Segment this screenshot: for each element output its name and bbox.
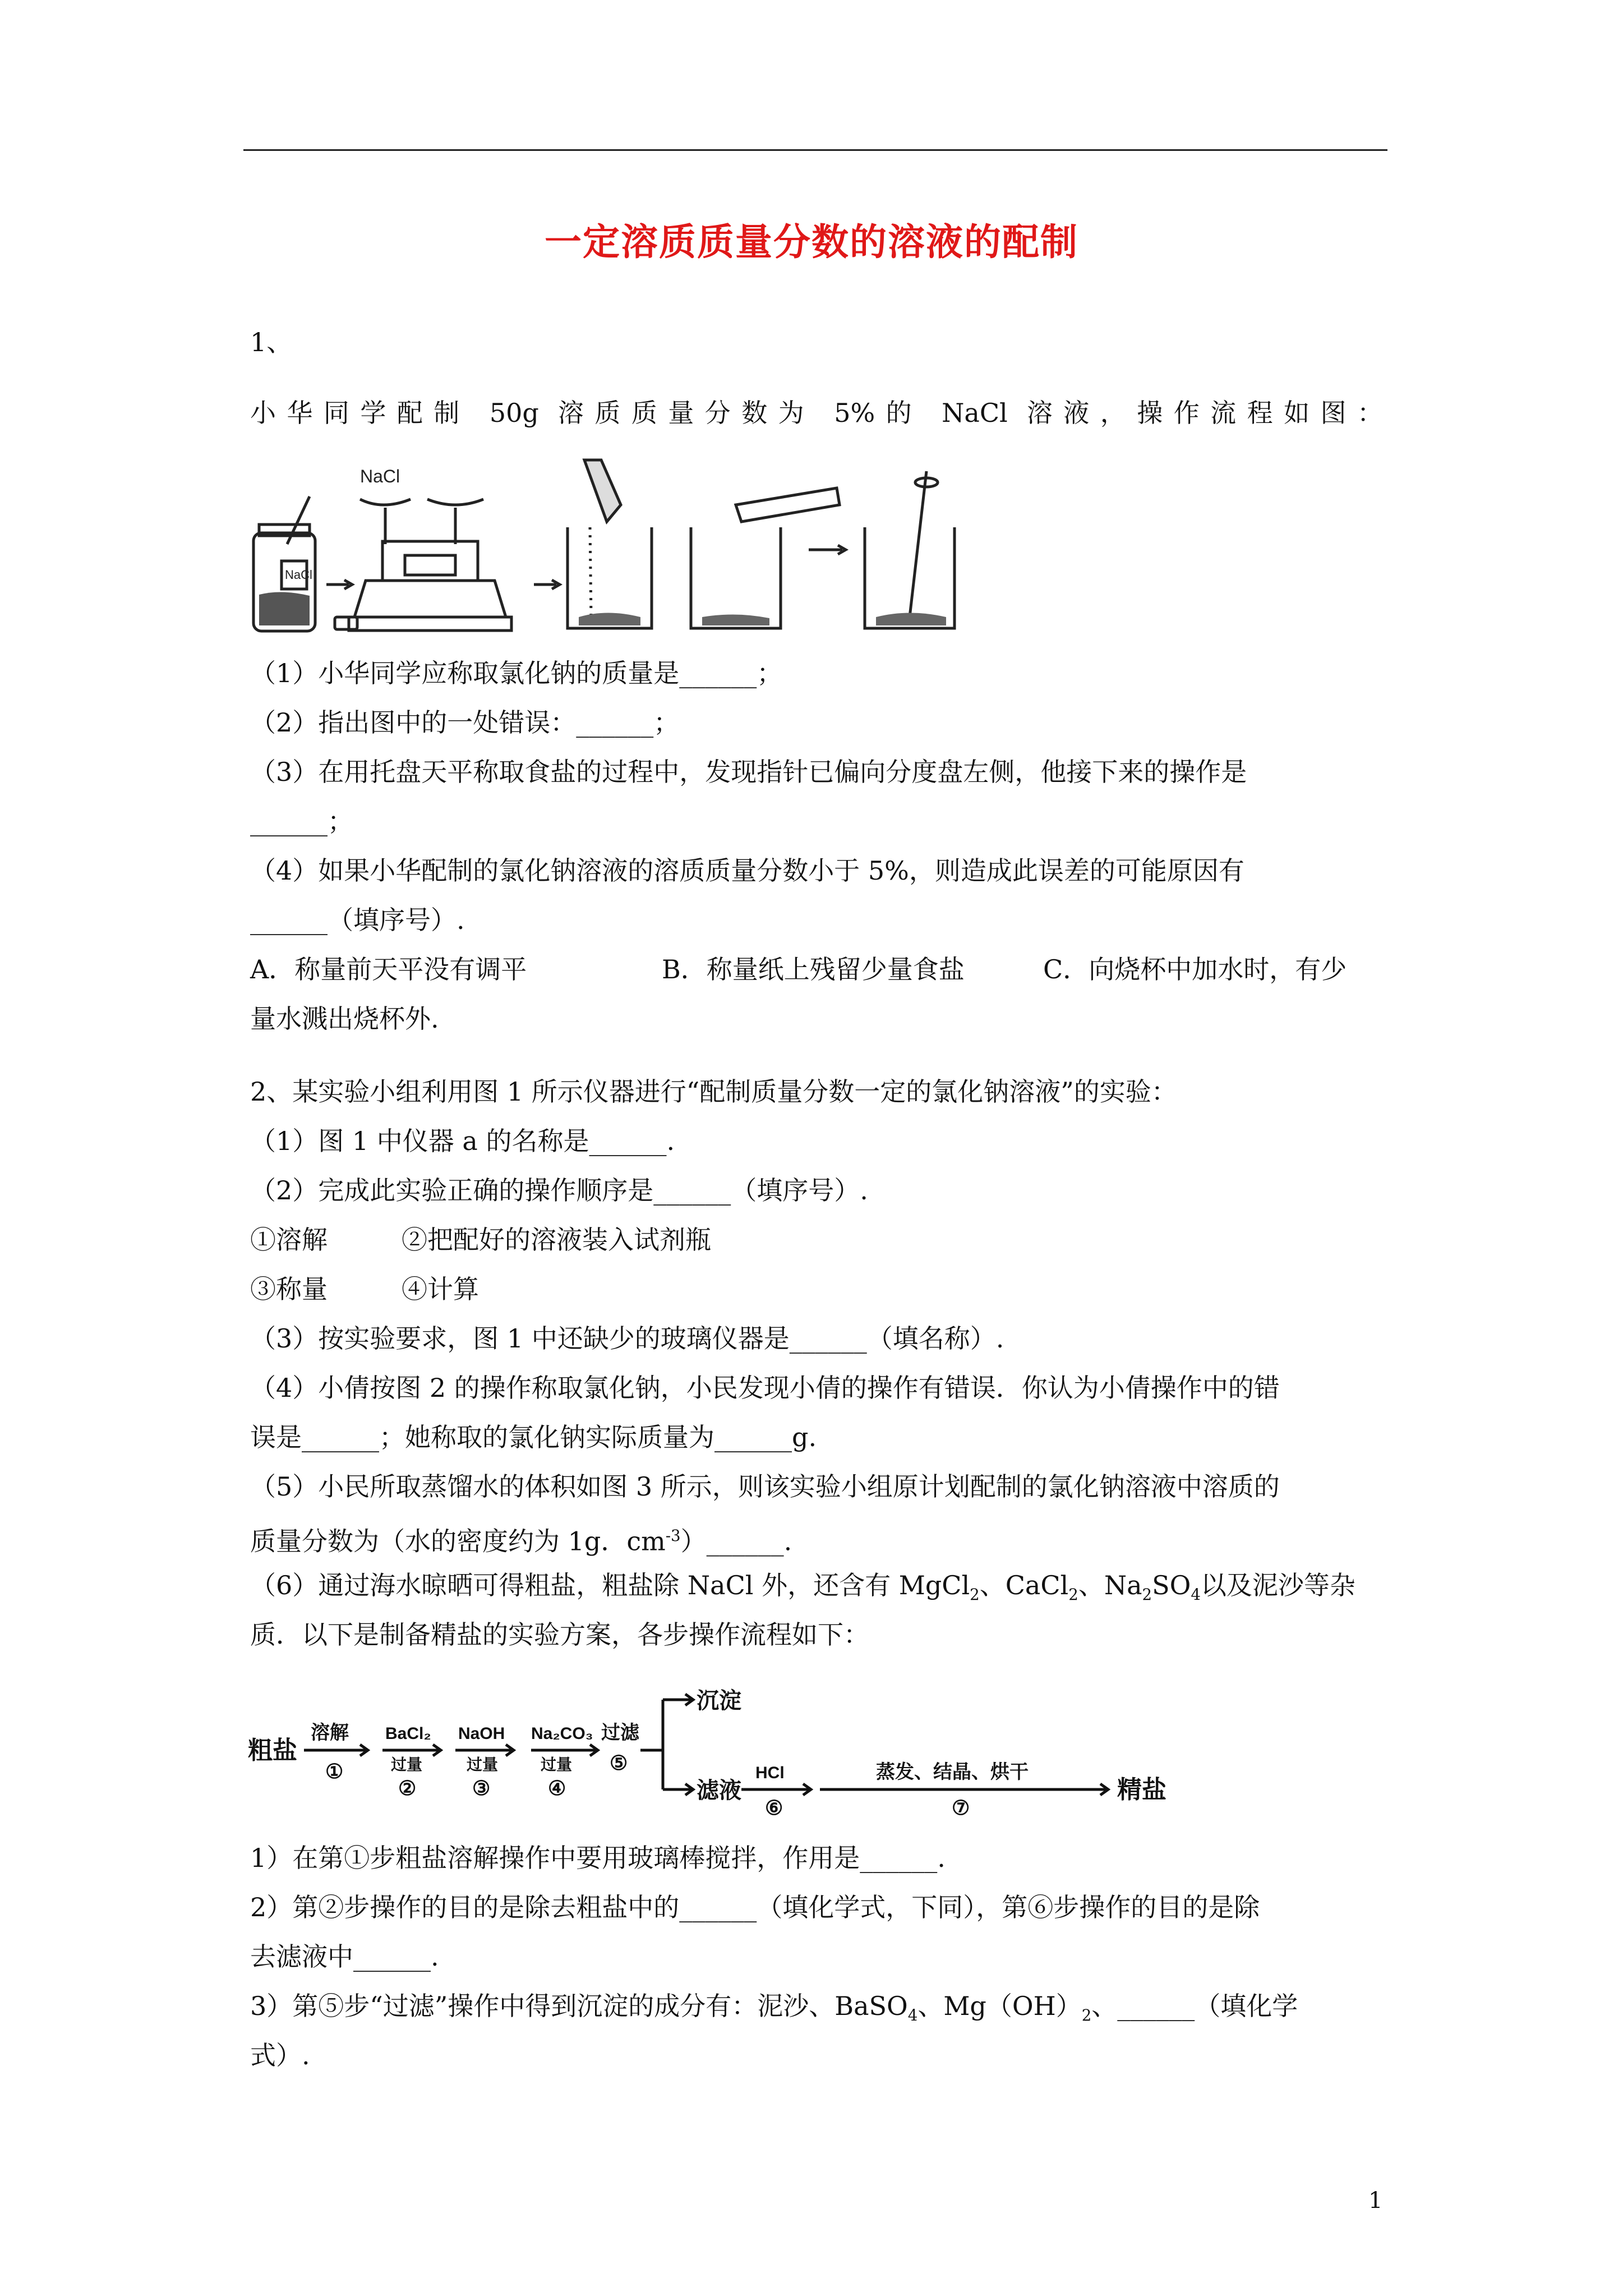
q1-sub3-line2: ______； (250, 806, 353, 836)
flow-step4-label: Na₂CO₃ (531, 1724, 593, 1743)
flow-step7-num: ⑦ (952, 1796, 970, 1818)
q2-sub2: （2）完成此实验正确的操作顺序是______（填序号）. (250, 1175, 868, 1205)
beaker-with-stirrer (865, 471, 955, 628)
q2-part2-line1: 2）第②步操作的目的是除去粗盐中的______（填化学式，下同），第⑥步操作的目的是除 (250, 1892, 1260, 1922)
subscript: 2 (970, 1585, 980, 1604)
flow-step5-num: ⑤ (610, 1751, 628, 1774)
q1-sub2: （2）指出图中的一处错误：______； (250, 707, 680, 738)
flow-step1-num: ① (325, 1760, 344, 1783)
flow-step3-note: 过量 (467, 1756, 499, 1773)
balance (349, 466, 511, 631)
q2-step3: ③称量 (250, 1274, 328, 1304)
jar-label: NaCl (285, 568, 312, 582)
subscript: 4 (907, 2006, 918, 2025)
beaker-with-salt (568, 460, 652, 628)
flow-step6-label: HCl (755, 1764, 785, 1782)
subscript: 2 (1142, 1585, 1152, 1604)
flow-step3-label: NaOH (458, 1724, 505, 1743)
subscript: 2 (1068, 1585, 1078, 1604)
superscript: -3 (665, 1526, 681, 1545)
q1-sub4-line1: （4）如果小华配制的氯化钠溶液的溶质质量分数小于 5%，则造成此误差的可能原因有 (250, 855, 1244, 886)
flow-precipitate: 沉淀 (697, 1688, 741, 1713)
balance-label: NaCl (360, 466, 400, 486)
q2-sub6-line2: 质．以下是制备精盐的实验方案，各步操作流程如下： (250, 1619, 869, 1650)
q1-option-c-cont: 量水溅出烧杯外. (250, 1004, 439, 1034)
weighing-dish (335, 617, 357, 629)
header-rule (243, 149, 1387, 151)
subscript: 2 (1081, 2006, 1092, 2025)
q2-part2-line2: 去滤液中______. (250, 1941, 439, 1972)
q2-sub6-text: 、CaCl (979, 1570, 1069, 1600)
q2-sub5-line1: （5）小民所取蒸馏水的体积如图 3 所示，则该实验小组原计划配制的氯化钠溶液中溶质的 (250, 1471, 1280, 1502)
q2-sub4-line1: （4）小倩按图 2 的操作称取氯化钠，小民发现小倩的操作有错误．你认为小倩操作中的错 (250, 1373, 1280, 1403)
q2-sub6-text: SO (1152, 1570, 1191, 1600)
flow-step2-num: ② (398, 1777, 417, 1800)
q1-number: 1、 (250, 327, 293, 357)
q2-part1: 1）在第①步粗盐溶解操作中要用玻璃棒搅拌，作用是______. (250, 1843, 946, 1873)
page-number: 1 (1368, 2188, 1383, 2214)
flow-step5-label: 过滤 (601, 1722, 639, 1743)
purification-flow-diagram (248, 1677, 1235, 1818)
q2-intro: 2、某实验小组利用图 1 所示仪器进行“配制质量分数一定的氯化钠溶液”的实验： (250, 1076, 1177, 1107)
q2-sub4-line2: 误是______；她称取的氯化钠实际质量为______g. (250, 1422, 817, 1452)
flow-step6-num: ⑥ (765, 1796, 783, 1818)
beaker-with-cylinder (691, 488, 846, 628)
flow-step4-note: 过量 (541, 1756, 573, 1773)
flow-step2-label: BaCl₂ (385, 1724, 431, 1743)
q1-option-a: A．称量前天平没有调平 (250, 954, 527, 984)
q2-sub6-line1 (250, 1568, 1355, 1612)
procedure-figure (248, 449, 1089, 634)
q1-option-c: C．向烧杯中加水时，有少 (1043, 954, 1347, 984)
flow-step2-note: 过量 (391, 1756, 423, 1773)
q1-intro: 小华同学配制 50g 溶质质量分数为 5%的 NaCl 溶液，操作流程如图： (250, 398, 1383, 428)
q2-part3-line1 (250, 1989, 1298, 2032)
q2-sub5-text: 质量分数为（水的密度约为 1g．cm (250, 1526, 666, 1557)
subscript: 4 (1191, 1585, 1201, 1604)
q1-sub3-line1: （3）在用托盘天平称取食盐的过程中，发现指针已偏向分度盘左侧，他接下来的操作是 (250, 757, 1247, 787)
q2-part3-text: 3）第⑤步“过滤”操作中得到沉淀的成分有：泥沙、BaSO (250, 1991, 908, 2021)
page-title: 一定溶质质量分数的溶液的配制 (545, 220, 1078, 264)
q2-step1: ①溶解 (250, 1225, 328, 1255)
q2-sub3: （3）按实验要求，图 1 中还缺少的玻璃仪器是______（填名称）. (250, 1323, 1004, 1354)
flow-step7-label: 蒸发、结晶、烘干 (876, 1761, 1029, 1783)
flow-start: 粗盐 (248, 1737, 297, 1764)
flow-step4-num: ④ (548, 1777, 566, 1800)
q1-option-b: B．称量纸上残留少量食盐 (662, 954, 965, 984)
q2-part3-text: 、Mg（OH） (917, 1991, 1082, 2021)
q2-sub6-text: 以及泥沙等杂 (1200, 1570, 1355, 1600)
q2-sub5-blank: ）______. (680, 1526, 792, 1557)
q2-sub6-text: 、Na (1078, 1570, 1142, 1600)
q2-sub5-line2 (250, 1519, 792, 1558)
q1-sub4-line2: ______（填序号）. (250, 905, 465, 935)
flow-step1-label: 溶解 (311, 1722, 349, 1743)
q2-step4: ④计算 (402, 1274, 479, 1304)
q1-sub1: （1）小华同学应称取氯化钠的质量是______； (250, 658, 783, 688)
flow-filtrate: 滤液 (697, 1778, 741, 1803)
flow-end: 精盐 (1117, 1776, 1166, 1803)
q2-part3-text: 、______（填化学 (1091, 1991, 1298, 2021)
reagent-jar (253, 496, 315, 631)
q2-sub6-text: （6）通过海水晾晒可得粗盐，粗盐除 NaCl 外，还含有 MgCl (250, 1570, 970, 1600)
flow-step3-num: ③ (472, 1777, 491, 1800)
q2-part3-line2: 式）. (250, 2040, 310, 2070)
q2-step2: ②把配好的溶液装入试剂瓶 (402, 1225, 711, 1255)
q2-sub1: （1）图 1 中仪器 a 的名称是______. (250, 1126, 675, 1156)
